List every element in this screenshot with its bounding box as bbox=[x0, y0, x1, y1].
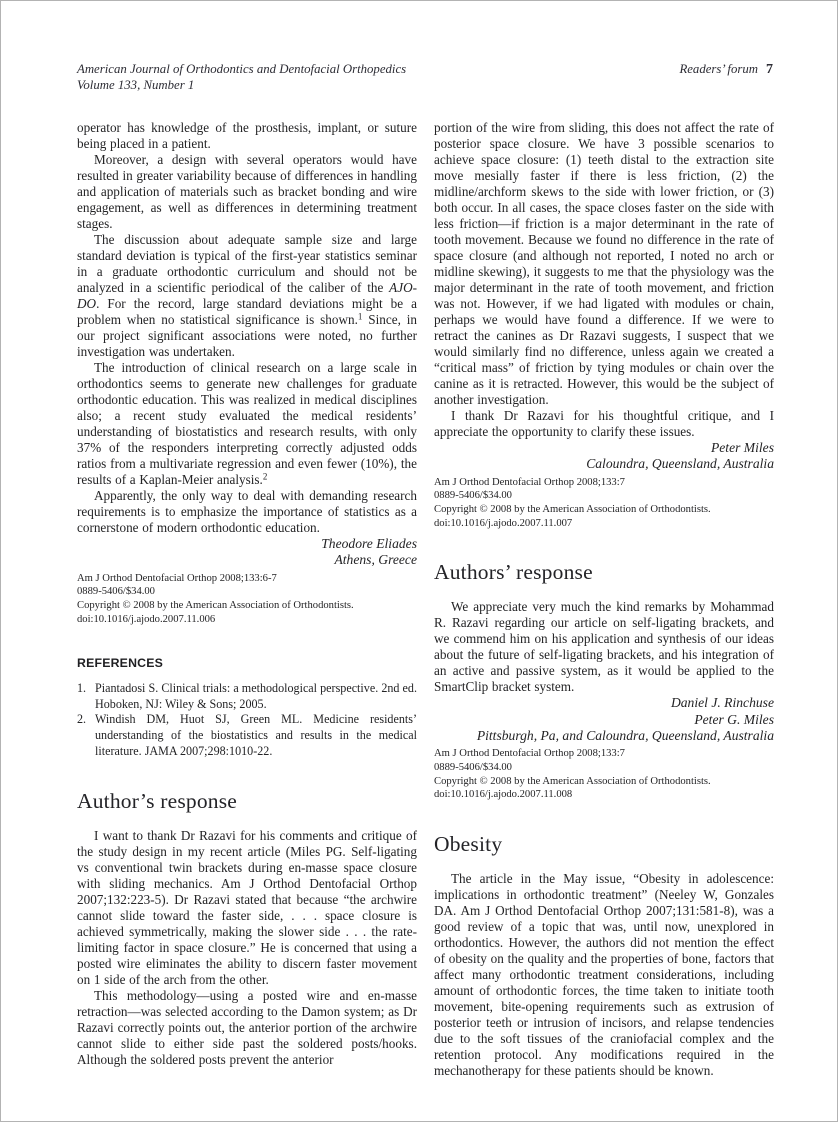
article-citation-block bbox=[434, 476, 774, 530]
references-list bbox=[77, 681, 417, 759]
reference-number: 2. bbox=[77, 712, 87, 727]
section-heading-obesity: Obesity bbox=[434, 831, 503, 856]
price-code-line: 0889-5406/$34.00 bbox=[434, 490, 512, 502]
page-number: 7 bbox=[766, 62, 773, 77]
running-head-section bbox=[679, 61, 773, 78]
issue-info: Volume 133, Number 1 bbox=[77, 78, 195, 92]
copyright-line: Copyright © 2008 by the American Association of Orthodontists. bbox=[77, 600, 354, 611]
running-head-journal bbox=[77, 61, 406, 93]
reference-text: Windish DM, Huot SJ, Green ML. Medicine residents’ understanding of the biostatistics and results in the medical literature. JAMA 2007;298:1010-22. bbox=[95, 712, 417, 758]
journal-title: American Journal of Orthodontics and Dentofacial Orthopedics bbox=[77, 62, 407, 76]
paragraph: The article in the May issue, “Obesity in adolescence: implications in orthodontic treatment” (Neeley W, Gonzales DA. Am J Orthod Dentofacial Orthop 2007;131:581-8), was a good review of a topic that was, until now, unexplored in orthodontics. However, the authors did not mention the effect of obesity on the quality and the properties of bone, factors that affect many orthodontic treatment considerations, including amount of orthodontic forces, the time taken to initiate tooth movement, bite-opening requirements such as extrusion of posterior teeth or intrusion of incisors, and relapse tendencies due to the soft tissues of the craniofacial complex and the retention protocol. Any modifications required in the mechanotherapy for these patients should be known. bbox=[434, 870, 774, 1078]
reference-text: Piantadosi S. Clinical trials: a methodological perspective. 2nd ed. Hoboken, NJ: Wiley & Sons; 2005. bbox=[95, 681, 417, 711]
reference-item bbox=[77, 681, 417, 712]
left-column bbox=[77, 120, 417, 1079]
doi-line: doi:10.1016/j.ajodo.2007.11.006 bbox=[77, 613, 216, 625]
signature-name: Daniel J. Rinchuse bbox=[670, 695, 774, 711]
paragraph: Moreover, a design with several operators would have resulted in greater variability because of differences in handling and application of materials such as bracket bonding and wire engagement, as well as differences in determining treatment stages. bbox=[77, 152, 417, 231]
paragraph: I thank Dr Razavi for his thoughtful critique, and I appreciate the opportunity to clarify these issues. bbox=[434, 408, 774, 439]
two-column-layout bbox=[77, 120, 774, 1079]
paragraph: The discussion about adequate sample size and large standard deviation is typical of the first-year statistics seminar in a graduate orthodontic curriculum and should not be analyzed in a scientific periodical of the caliber of the AJO-DO. For the record, large standard deviations might be a problem when no statistical significance is shown.$^1$ Since, in our project significant associations were noted, no further investigation was undertaken. bbox=[77, 232, 417, 359]
paragraph: The introduction of clinical research on a large scale in orthodontics seems to generate new challenges for graduate orthodontic education. This was realized in medical disciplines also; a recent study evaluated the medical residents’ understanding of biostatistics and research results, with only 37% of the responders interpreting correctly adjusted odds ratios from a multivariate regression and even fewer (10%), the results of a Kaplan-Meier analysis.$^2$ bbox=[77, 360, 417, 487]
section-heading-authors-response: Author’s response bbox=[77, 789, 238, 814]
paragraph: This methodology—using a posted wire and en-masse retraction—was selected according to the Damon system; as Dr Razavi correctly points out, the anterior portion of the archwire cannot slide to either side past the soldered posts/hooks. Although the soldered posts prevent the anterior bbox=[77, 988, 417, 1068]
doi-line: doi:10.1016/j.ajodo.2007.11.007 bbox=[434, 517, 573, 529]
section-heading-authors-response: Authors’ response bbox=[434, 560, 593, 585]
citation-line: Am J Orthod Dentofacial Orthop 2008;133:6-7 bbox=[77, 572, 277, 584]
paragraph: operator has knowledge of the prosthesis, implant, or suture being placed in a patient. bbox=[77, 120, 417, 151]
references-heading: REFERENCES bbox=[77, 656, 164, 671]
paragraph: I want to thank Dr Razavi for his comments and critique of the study design in my recent article (Miles PG. Self-ligating vs conventional twin brackets during en-masse space closure with sliding mechanics. Am J Orthod Dentofacial Orthop 2007;132:223-5). Dr Razavi stated that because “the archwire cannot slide toward the faster side, . . . space closure is achieved symmetrically, making the slower side . . . the rate-limiting factor in space closure.” He is concerned that using a posted wire eliminates the ability to discern faster movement on 1 side of the arch from the other. bbox=[77, 828, 417, 988]
article-citation-block bbox=[77, 572, 417, 626]
section-title: Readers’ forum bbox=[679, 62, 758, 76]
signature-name: Peter Miles bbox=[710, 440, 774, 455]
price-code-line: 0889-5406/$34.00 bbox=[434, 762, 512, 773]
signature-place: Athens, Greece bbox=[334, 552, 417, 568]
price-code-line: 0889-5406/$34.00 bbox=[77, 586, 155, 598]
reference-item bbox=[77, 712, 417, 759]
signature-place: Caloundra, Queensland, Australia bbox=[586, 456, 774, 472]
signature-place: Pittsburgh, Pa, and Caloundra, Queensland, Australia bbox=[476, 728, 774, 743]
reference-number: 1. bbox=[77, 681, 87, 696]
signature-name: Peter G. Miles bbox=[694, 711, 774, 727]
paragraph: We appreciate very much the kind remarks by Mohammad R. Razavi regarding our article on self-ligating brackets, and we commend him on his application and synthesis of our ideas about the future of self-ligating brackets, and his integration of an active and passive system, as it would be applied to the SmartClip bracket system. bbox=[434, 599, 774, 695]
doi-line: doi:10.1016/j.ajodo.2007.11.008 bbox=[434, 789, 573, 801]
citation-line: Am J Orthod Dentofacial Orthop 2008;133:7 bbox=[434, 476, 625, 488]
copyright-line: Copyright © 2008 by the American Association of Orthodontists. bbox=[434, 504, 711, 515]
paragraph: Apparently, the only way to deal with demanding research requirements is to emphasize the importance of statistics as a cornerstone of modern orthodontic education. bbox=[77, 488, 417, 535]
signature-name: Theodore Eliades bbox=[321, 536, 417, 551]
running-head bbox=[77, 61, 773, 93]
article-citation-block bbox=[434, 747, 774, 801]
right-column bbox=[434, 120, 774, 1079]
citation-line: Am J Orthod Dentofacial Orthop 2008;133:7 bbox=[434, 748, 625, 760]
copyright-line: Copyright © 2008 by the American Association of Orthodontists. bbox=[434, 775, 711, 787]
paragraph: portion of the wire from sliding, this does not affect the rate of posterior space closure. We have 3 possible scenarios to achieve space closure: (1) teeth distal to the extraction site move mesially faster if there is less friction, (2) the midline/archform skews to the side with lower friction, or (3) both occur. In all cases, the space closes faster on the side with less friction—if friction is a major determinant in the rate of tooth movement. Because we found no difference in the rate of space closure (and although not reported, I noted no arch or midline skewing), it suggests to me that the physiology was the major determinant in the rate of tooth movement, and friction was not. However, if we had ligated with modules or chain, perhaps we would have found a difference. If we were to retract the canines as Dr Razavi suggests, I suspect that we would similarly find no difference, unless again we created a “critical mass” of friction by tying modules or chain over the canine as it is retracted. However, this would be the subject of another investigation. bbox=[434, 120, 774, 407]
